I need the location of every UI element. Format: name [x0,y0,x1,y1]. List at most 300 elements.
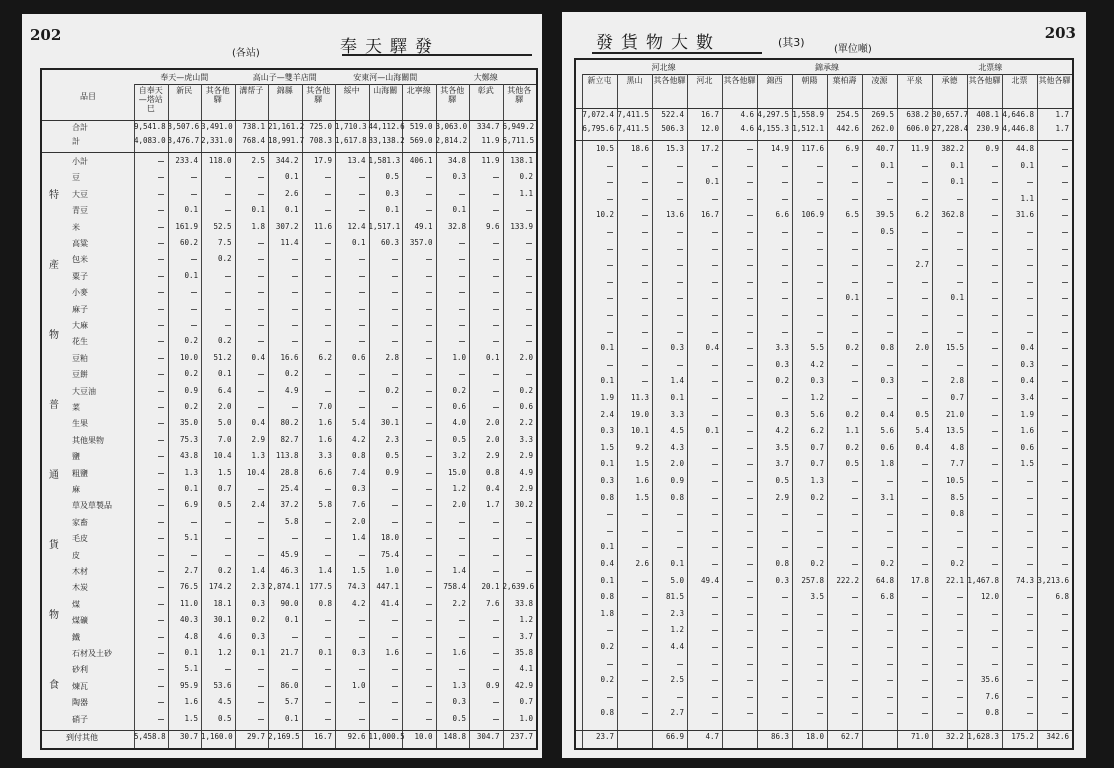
data-cell: 2.0 [485,434,500,444]
empty-dash [359,259,365,260]
empty-dash [922,464,928,465]
column-header: 北寧線 [406,86,431,95]
empty-dash [747,564,753,565]
data-cell: 161.9 [175,221,198,231]
empty-dash [158,341,164,342]
empty-dash [782,597,788,598]
data-cell: 1.5 [600,442,614,452]
empty-dash [782,315,788,316]
empty-dash [887,531,893,532]
data-cell: 9.2 [635,442,649,452]
empty-dash [922,564,928,565]
empty-dash [392,719,398,720]
data-cell: 7.6 [485,598,500,608]
empty-dash [712,298,718,299]
empty-dash [225,177,231,178]
row-label: 大麻 [72,321,88,330]
empty-dash [852,531,858,532]
empty-dash [426,276,432,277]
data-cell: 1.2 [670,625,684,635]
empty-dash [493,653,499,654]
data-cell: 10.5 [945,476,964,485]
footer-cell: 10.0 [414,732,433,741]
empty-dash [992,564,998,565]
empty-dash [1062,149,1068,150]
empty-dash [677,664,683,665]
data-cell: 2.9 [519,451,533,461]
group-title: 河北線 [651,63,676,72]
row-label: 小麥 [72,288,88,298]
data-cell: 5.5 [810,343,824,353]
data-cell: 0.3 [452,697,466,707]
data-cell: 0.4 [1020,376,1034,386]
data-cell: 0.3 [251,631,265,641]
empty-dash [607,232,613,233]
empty-dash [747,581,753,582]
data-cell: 133.9 [510,221,533,231]
empty-dash [1062,332,1068,333]
empty-dash [642,232,648,233]
empty-dash [1062,265,1068,266]
summary-label: 計 [72,137,80,146]
data-cell: 11.6 [313,221,332,231]
row-label: 豆 [72,173,80,183]
data-cell: 0.1 [600,343,614,353]
data-cell: 0.7 [810,459,824,469]
empty-dash [158,571,164,572]
data-cell: 0.4 [880,409,894,419]
data-cell: 2.9 [251,434,265,444]
empty-dash [392,686,398,687]
empty-dash [922,332,928,333]
empty-dash [712,713,718,714]
empty-dash [747,547,753,548]
empty-dash [1027,298,1033,299]
row-label: 硝子 [72,714,88,724]
right-table [574,58,1074,750]
empty-dash [1027,182,1033,183]
footer-cell: 304.7 [476,732,500,741]
empty-dash [852,315,858,316]
empty-dash [642,381,648,382]
empty-dash [426,341,432,342]
empty-dash [426,194,432,195]
data-cell: 3.7 [519,631,533,641]
data-cell: 1.4 [318,566,332,575]
empty-dash [258,243,264,244]
row-label: 其他果物 [72,435,104,445]
data-cell: 60.3 [380,238,399,247]
empty-dash [459,637,465,638]
data-cell: 0.5 [452,434,466,444]
empty-dash [782,647,788,648]
empty-dash [258,341,264,342]
empty-dash [992,249,998,250]
data-cell: 28.8 [280,467,299,477]
empty-dash [817,282,823,283]
empty-dash [817,614,823,615]
empty-dash [359,341,365,342]
empty-dash [158,604,164,605]
empty-dash [158,440,164,441]
empty-dash [747,298,753,299]
data-cell: 222.2 [836,575,859,585]
empty-dash [817,199,823,200]
data-cell: 0.1 [284,205,299,215]
empty-dash [782,547,788,548]
summary-cell: 334.7 [476,122,500,131]
row-label: 煉瓦 [72,681,88,691]
empty-dash [677,166,683,167]
empty-dash [992,464,998,465]
data-cell: 6.8 [1055,592,1069,602]
empty-dash [1062,564,1068,565]
empty-dash [817,332,823,333]
empty-dash [258,391,264,392]
data-cell: 1.5 [351,566,366,575]
data-cell: 0.1 [184,270,198,280]
empty-dash [677,298,683,299]
footer-cell: 5,458.8 [134,732,166,741]
data-cell: 0.4 [705,343,719,353]
empty-dash [526,571,532,572]
empty-dash [782,199,788,200]
empty-dash [922,381,928,382]
empty-dash [225,538,231,539]
data-cell: 11.3 [630,393,649,402]
data-cell: 15.3 [665,144,684,153]
data-cell: 2.5 [670,675,684,685]
summary-cell: 16.7 [700,110,719,119]
column-rule [402,84,403,748]
empty-dash [642,348,648,349]
data-cell: 0.3 [385,188,399,198]
data-cell: 1.2 [519,615,533,625]
data-cell: 0.3 [351,484,366,493]
empty-dash [992,182,998,183]
empty-dash [677,265,683,266]
empty-dash [607,697,613,698]
empty-dash [712,199,718,200]
data-cell: 2.7 [670,708,684,718]
data-cell: 0.5 [385,172,399,182]
empty-dash [158,259,164,260]
empty-dash [642,199,648,200]
empty-dash [359,669,365,670]
empty-dash [158,391,164,392]
empty-dash [642,664,648,665]
summary-cell: 4,083.0 [134,136,166,145]
data-cell: 1.0 [385,566,399,575]
empty-dash [992,282,998,283]
empty-dash [225,669,231,670]
footer-cell: 342.6 [1046,732,1069,741]
empty-dash [359,620,365,621]
empty-dash [852,166,858,167]
empty-dash [1027,514,1033,515]
empty-dash [852,713,858,714]
data-cell: 17.9 [313,156,332,165]
row-label: 砂利 [72,665,88,675]
data-cell: 0.2 [600,642,614,651]
data-cell: 4.2 [351,434,366,444]
empty-dash [1062,365,1068,366]
data-cell: 2.3 [251,582,265,592]
empty-dash [747,713,753,714]
column-header: 山海關 [373,86,398,95]
empty-dash [957,531,963,532]
column-header: 綏中 [343,86,360,95]
summary-cell: 30,657.7 [932,110,969,119]
data-cell: 11.9 [910,144,929,153]
empty-dash [1027,282,1033,283]
empty-dash [642,597,648,598]
data-cell: 0.1 [600,459,614,469]
empty-dash [1027,265,1033,266]
data-cell: 7.4 [351,467,366,477]
data-cell: 31.6 [1015,210,1034,220]
empty-dash [325,325,331,326]
empty-dash [887,697,893,698]
empty-dash [712,315,718,316]
data-cell: 2.7 [184,566,198,575]
empty-dash [493,407,499,408]
column-rule [722,74,723,748]
empty-dash [225,522,231,523]
footer-top-line [42,730,536,731]
empty-dash [887,332,893,333]
empty-dash [1062,249,1068,250]
data-cell: 0.2 [184,369,198,379]
footer-cell: 29.7 [246,732,265,741]
data-cell: 0.9 [385,467,399,477]
empty-dash [677,182,683,183]
empty-dash [922,298,928,299]
empty-dash [158,505,164,506]
empty-dash [887,664,893,665]
column-header: 其各他驛 [723,76,756,85]
empty-dash [852,365,858,366]
data-cell: 40.3 [179,615,198,625]
empty-dash [992,498,998,499]
empty-dash [922,597,928,598]
data-cell: 382.2 [941,144,964,153]
empty-dash [325,391,331,392]
empty-dash [922,697,928,698]
data-cell: 233.4 [175,156,198,165]
empty-dash [1062,232,1068,233]
empty-dash [526,243,532,244]
empty-dash [426,407,432,408]
empty-dash [957,199,963,200]
data-cell: 1.3 [810,476,824,485]
row-label: 鐵 [72,632,80,642]
data-cell: 2.0 [670,459,684,469]
data-cell: 3.5 [810,592,824,602]
footer-cell: 16.7 [313,732,332,741]
data-cell: 1,517.1 [368,221,401,231]
empty-dash [426,456,432,457]
empty-dash [158,653,164,654]
empty-dash [852,564,858,565]
empty-dash [887,680,893,681]
data-cell: 81.5 [665,592,684,602]
data-cell: 1.0 [519,713,533,723]
empty-dash [992,481,998,482]
empty-dash [392,637,398,638]
empty-dash [426,259,432,260]
empty-dash [712,614,718,615]
summary-cell: 262.0 [871,124,894,133]
empty-dash [852,647,858,648]
empty-dash [1062,464,1068,465]
empty-dash [852,481,858,482]
empty-dash [493,177,499,178]
data-cell: 3.1 [880,492,894,502]
summary-cell: 1,558.9 [792,110,824,119]
empty-dash [158,555,164,556]
empty-dash [887,398,893,399]
empty-dash [642,697,648,698]
empty-dash [747,282,753,283]
data-cell: 11.0 [179,598,198,608]
empty-dash [852,697,858,698]
data-cell: 5.7 [284,697,299,707]
left-table [40,68,538,750]
empty-dash [607,182,613,183]
summary-cell: 4.6 [740,124,754,133]
data-cell: 106.9 [801,210,824,220]
row-label: 家畜 [72,517,88,527]
summary-cell: 3,491.0 [201,122,233,131]
empty-dash [852,199,858,200]
data-cell: 75.3 [179,434,198,444]
empty-dash [747,332,753,333]
empty-dash [426,423,432,424]
data-cell: 1.6 [318,434,332,444]
data-cell: 5.1 [184,533,198,543]
empty-dash [782,398,788,399]
empty-dash [526,309,532,310]
empty-dash [493,292,499,293]
empty-dash [607,199,613,200]
data-cell: 0.3 [775,575,789,585]
empty-dash [459,243,465,244]
empty-dash [607,664,613,665]
empty-dash [292,292,298,293]
data-cell: 2.7 [915,260,929,270]
data-cell: 86.0 [280,680,299,690]
footer-cell: 4.7 [705,732,719,741]
empty-dash [642,713,648,714]
empty-dash [922,680,928,681]
data-cell: 1.7 [485,500,500,510]
data-cell: 1.6 [385,648,399,657]
empty-dash [887,514,893,515]
row-label: 米 [72,222,80,232]
empty-dash [359,194,365,195]
data-cell: 40.7 [875,144,894,153]
data-cell: 30.1 [380,418,399,428]
data-cell: 0.2 [600,675,614,685]
empty-dash [747,215,753,216]
empty-dash [359,637,365,638]
empty-dash [493,522,499,523]
data-cell: 1.5 [217,467,232,477]
data-cell: 118.0 [208,156,232,165]
data-cell: 35.8 [514,648,533,657]
empty-dash [392,325,398,326]
empty-dash [426,719,432,720]
data-cell: 15.5 [945,343,964,353]
empty-dash [642,365,648,366]
empty-dash [359,407,365,408]
summary-cell: 7,072.4 [582,110,614,119]
empty-dash [1027,564,1033,565]
empty-dash [1062,680,1068,681]
empty-dash [493,210,499,211]
summary-cell: 569.0 [409,136,433,145]
empty-dash [1062,614,1068,615]
data-cell: 0.3 [810,376,824,386]
empty-dash [1062,547,1068,548]
data-cell: 0.6 [519,402,533,411]
empty-dash [426,637,432,638]
data-cell: 4.2 [351,598,366,608]
data-cell: 18.1 [213,598,232,608]
data-cell: 4.8 [950,442,964,452]
data-cell: 0.1 [284,172,299,182]
empty-dash [957,282,963,283]
data-cell: 0.9 [985,144,999,153]
empty-dash [992,614,998,615]
data-cell: 0.2 [284,369,299,379]
data-cell: 0.1 [184,205,198,215]
empty-dash [852,614,858,615]
data-cell: 0.2 [217,336,232,346]
row-label: 小計 [72,157,88,166]
data-cell: 80.2 [280,418,299,428]
data-cell: 0.2 [950,559,964,568]
empty-dash [325,292,331,293]
empty-dash [747,697,753,698]
summary-cell: 3,063.0 [435,122,468,131]
header-bottom-line [576,108,1072,109]
empty-dash [992,514,998,515]
summary-cell: 12.0 [700,124,719,133]
column-header-item: 品目 [80,92,96,101]
data-cell: 3.5 [775,442,789,452]
group-title: 錦承線 [814,63,839,72]
data-cell: 138.1 [510,156,533,165]
empty-dash [459,538,465,539]
empty-dash [1027,531,1033,532]
empty-dash [258,194,264,195]
data-cell: 4.3 [670,442,684,452]
data-cell: 6.6 [318,467,332,477]
column-rule [134,84,135,748]
empty-dash [325,702,331,703]
data-cell: 11.9 [481,156,500,165]
empty-dash [158,686,164,687]
data-cell: 2.9 [485,451,500,461]
group-title: 大鄭線 [473,73,498,82]
empty-dash [677,315,683,316]
data-cell: 4.6 [217,631,232,641]
column-header: 其各他驛 [440,86,465,104]
data-cell: 1.2 [217,648,232,657]
data-cell: 1.5 [635,459,649,469]
